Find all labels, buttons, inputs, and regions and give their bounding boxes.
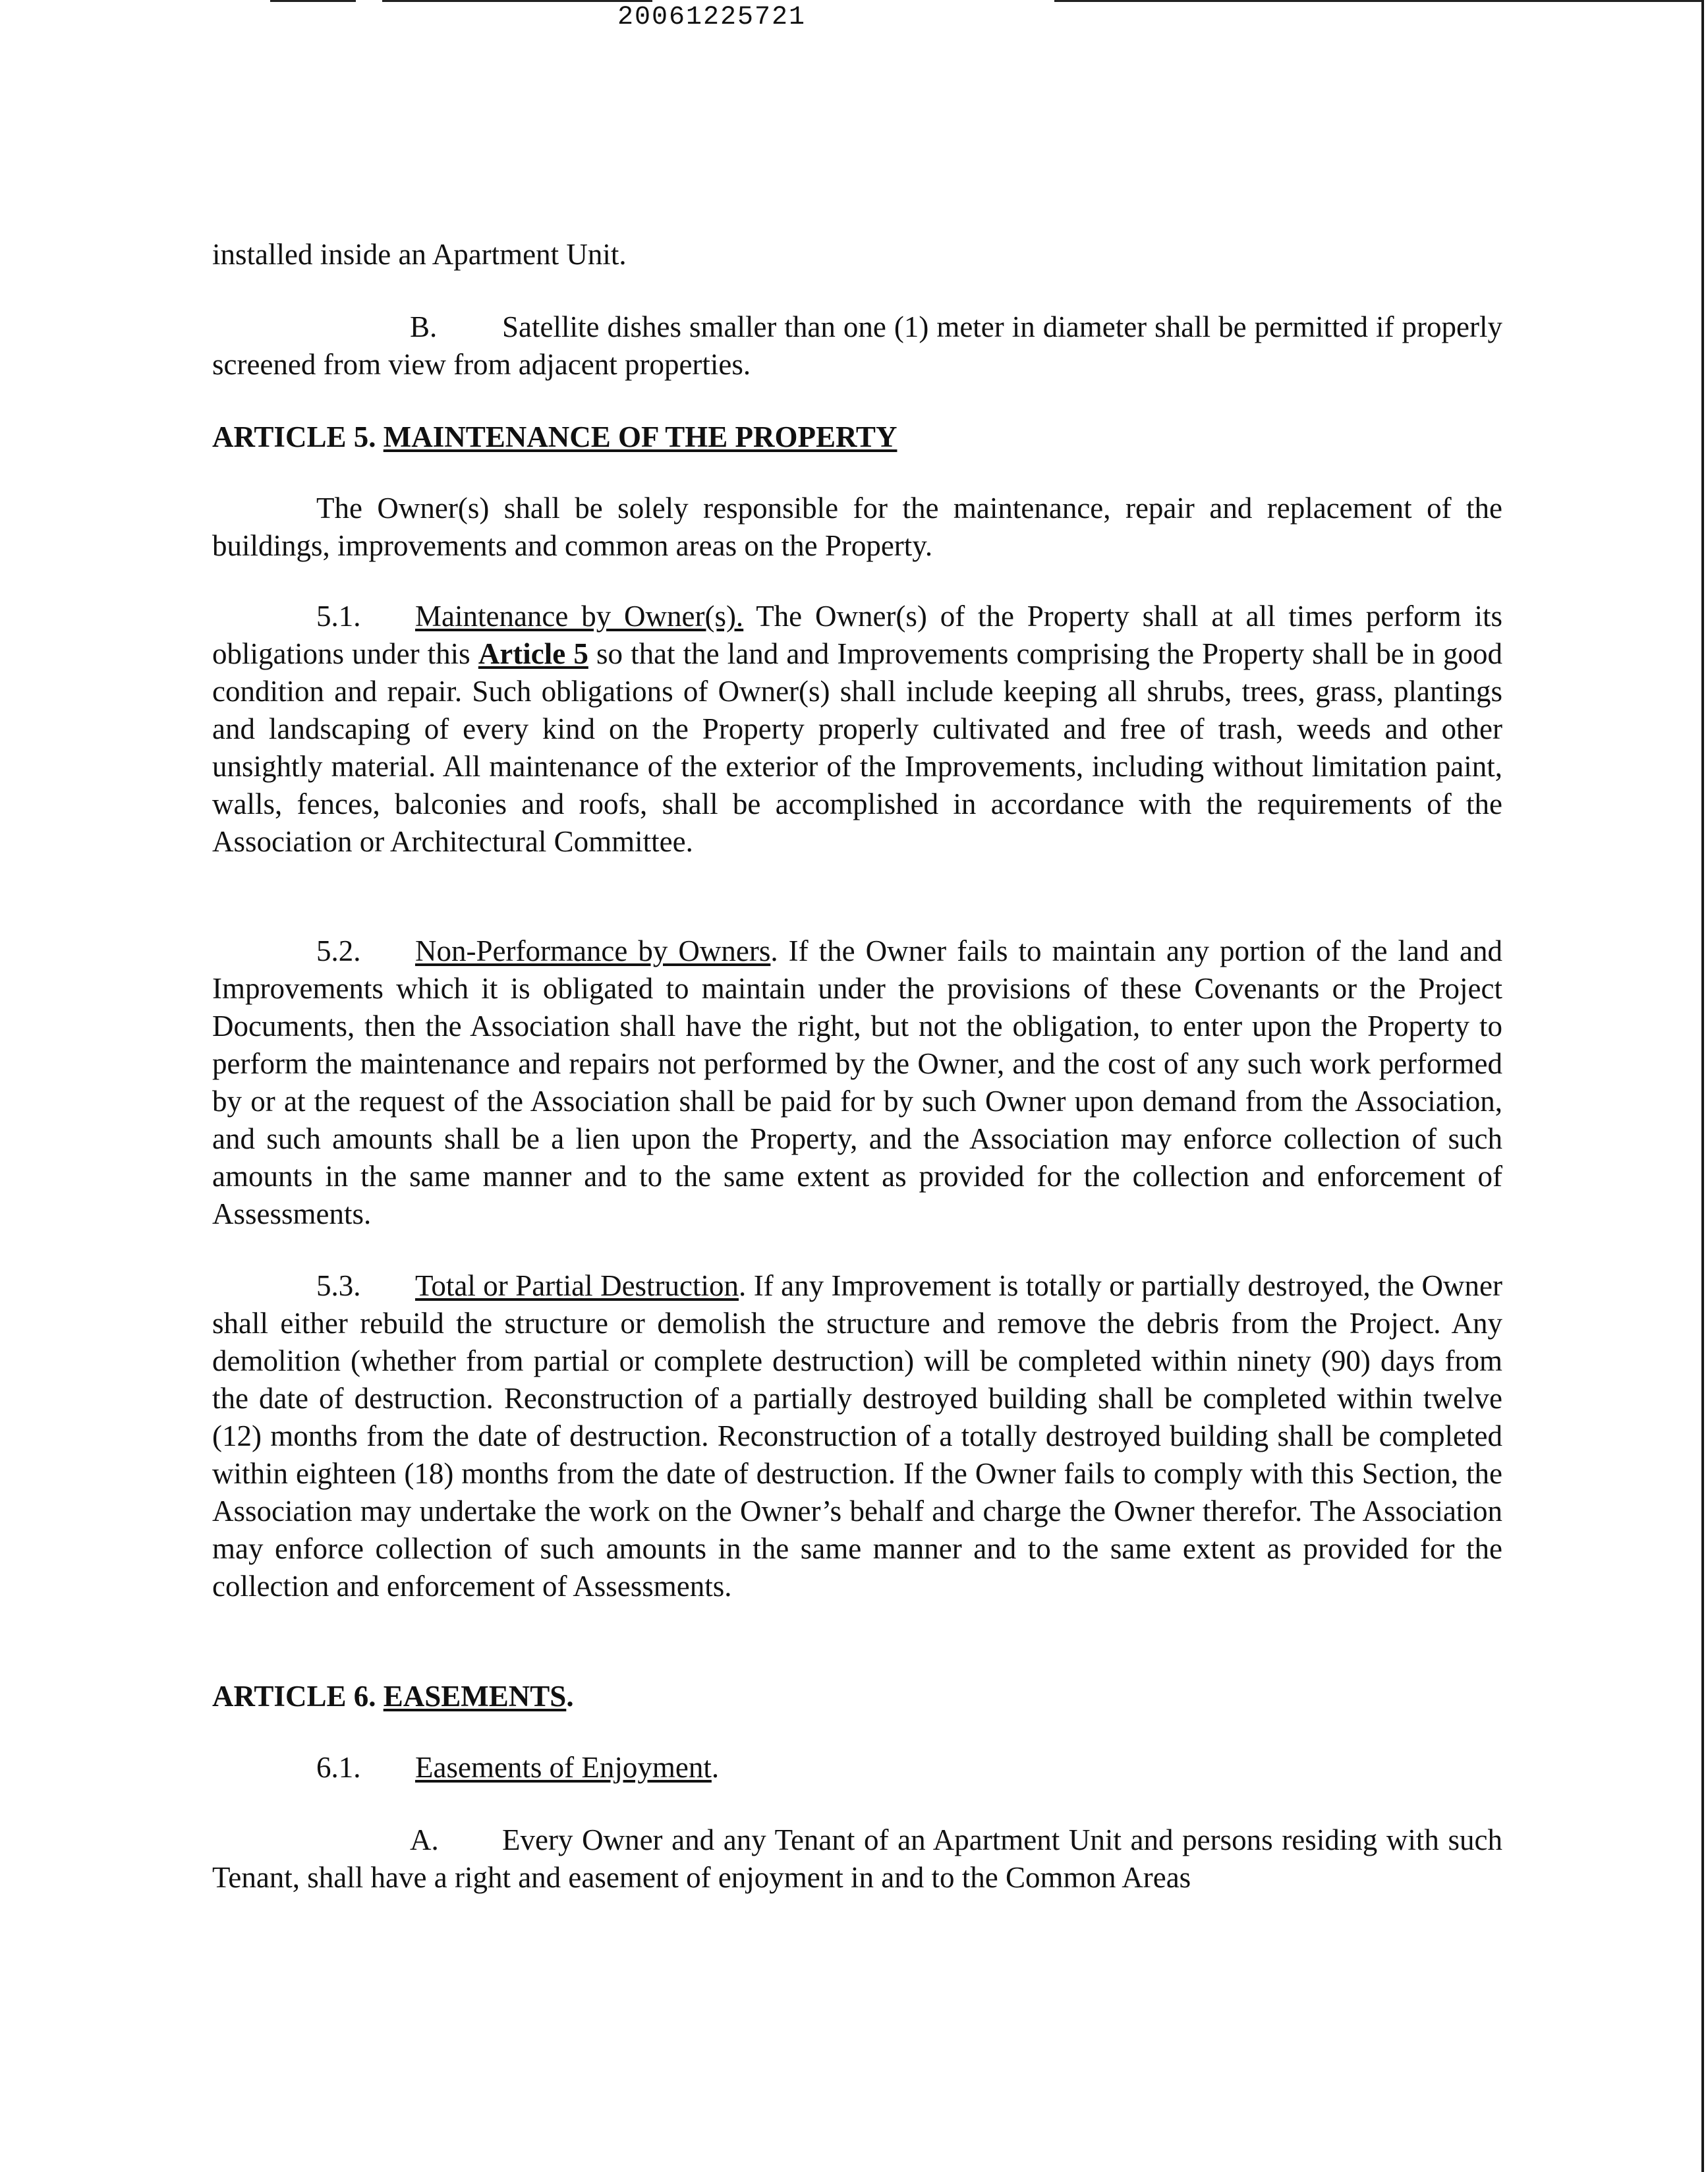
section-6-1-suffix: . — [711, 1751, 720, 1784]
section-5-2-text: . If the Owner fails to maintain any portion of the land and Improvements which it is obligated to maintain under the provisions of these Covenants or the Project Documents, then the Association shall have the right, but not the obligation, to enter upon the Property to perform the maintenance and repairs not performed by the Owner, and the cost of any such work performed by or at the request of the Association shall be paid for by such Owner upon demand from the Association, and such amounts shall be a lien upon the Property, and the Association may enforce collection of such amounts in the same manner and to the same extent as provided for the collection and enforcement of Assessments. — [212, 934, 1502, 1230]
scan-artifact-line — [270, 0, 356, 2]
article-5-prefix: ARTICLE 5. — [212, 420, 376, 453]
section-5-1-number: 5.1. — [316, 600, 361, 633]
section-5-3-title: Total or Partial Destruction — [415, 1269, 739, 1302]
paragraph-a-letter: A. — [410, 1823, 439, 1856]
section-5-2-number: 5.2. — [316, 934, 361, 967]
scan-artifact-line — [382, 0, 652, 2]
article-5-reference: Article 5 — [478, 637, 588, 670]
article-6-title-suffix: . — [566, 1680, 574, 1713]
section-5-2 — [212, 932, 1502, 1233]
article-5-title: MAINTENANCE OF THE PROPERTY — [383, 420, 897, 453]
section-5-1-text-a: The Owner(s) of the Property shall at all times perform its obligations under this — [212, 600, 1502, 670]
section-5-3 — [212, 1267, 1502, 1605]
section-5-1 — [212, 598, 1502, 861]
article-6-prefix: ARTICLE 6. — [212, 1680, 376, 1713]
article-6-heading — [212, 1678, 1502, 1715]
document-number: 20061225721 — [617, 3, 807, 32]
paragraph-b-text: Satellite dishes smaller than one (1) meter in diameter shall be permitted if properly screened from view from adjacent properties. — [212, 310, 1502, 381]
article-6-title: EASEMENTS — [383, 1680, 567, 1713]
section-5-1-title: Maintenance by Owner(s). — [415, 600, 744, 633]
paragraph-b-letter: B. — [410, 310, 438, 343]
section-6-1-title: Easements of Enjoyment — [415, 1751, 712, 1784]
paragraph-a-text: Every Owner and any Tenant of an Apartment Unit and persons residing with such Tenant, shall have a right and easement of enjoyment in and to the Common Areas — [212, 1823, 1502, 1894]
section-5-2-title: Non-Performance by Owners — [415, 934, 771, 967]
section-5-3-number: 5.3. — [316, 1269, 361, 1302]
scan-artifact-line — [1054, 0, 1704, 2]
continuation-paragraph: installed inside an Apartment Unit. — [212, 238, 627, 271]
article-5-intro — [212, 490, 1502, 565]
continuation-text — [212, 236, 1502, 273]
paragraph-a — [212, 1821, 1502, 1897]
paragraph-b — [212, 308, 1502, 384]
scan-edge — [1701, 0, 1704, 2172]
section-6-1-number: 6.1. — [316, 1751, 361, 1784]
article-5-heading — [212, 418, 1502, 456]
section-6-1 — [212, 1749, 1502, 1786]
article-5-intro-text: The Owner(s) shall be solely responsible for the maintenance, repair and replacement of the buildings, improvements and common areas on the Property. — [212, 492, 1502, 562]
section-5-1-text-b: so that the land and Improvements comprising the Property shall be in good condition and repair. Such obligations of Owner(s) shall include keeping all shrubs, trees, grass, plantings and landscaping of every kind on the Property properly cultivated and free of trash, weeds and other unsightly material. All maintenance of the exterior of the Improvements, including without limitation paint, walls, fences, balconies and roofs, shall be accomplished in accordance with the requirements of the Association or Architectural Committee. — [212, 637, 1502, 858]
section-5-3-text: . If any Improvement is totally or partially destroyed, the Owner shall either rebuild the structure or demolish the structure and remove the debris from the Project. Any demolition (whether from partial or complete destruction) will be completed within ninety (90) days from the date of destruction. Reconstruction of a partially destroyed building shall be completed within twelve (12) months from the date of destruction. Reconstruction of a totally destroyed building shall be completed within eighteen (18) months from the date of destruction. If the Owner fails to comply with this Section, the Association may undertake the work on the Owner’s behalf and charge the Owner therefor. The Association may enforce collection of such amounts in the same manner and to the same extent as provided for the collection and enforcement of Assessments. — [212, 1269, 1502, 1603]
